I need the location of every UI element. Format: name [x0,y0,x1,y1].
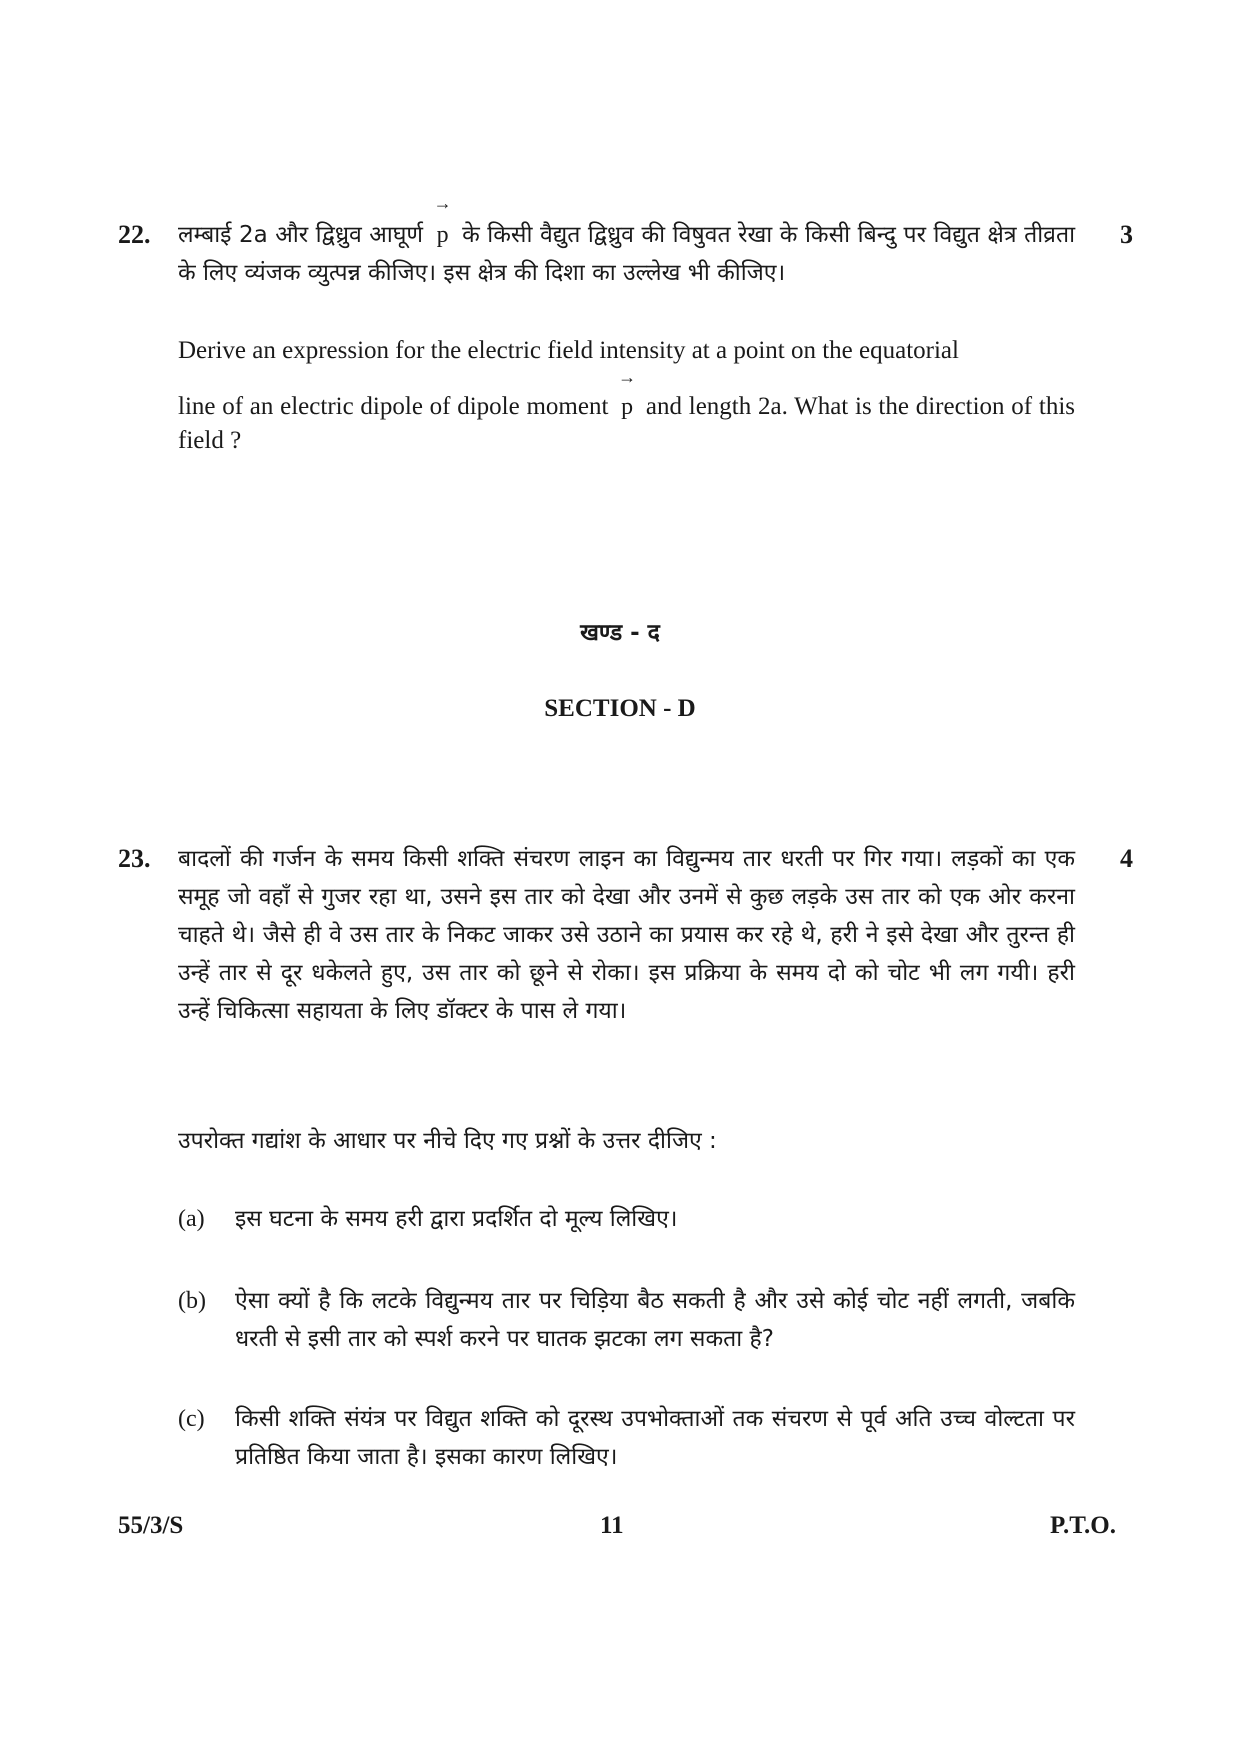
question-hindi-text [178,193,1076,292]
question-marks: 3 [1120,220,1133,249]
paper-code: 55/3/S [118,1512,184,1539]
subquestion-label: (c) [178,1406,205,1432]
page-number: 11 [600,1512,624,1539]
vector-arrow-icon: → [618,367,637,387]
english-text-part: and length 2a. What is the direction of this field ? [178,393,1075,454]
subquestion-text: इस घटना के समय हरी द्वारा प्रदर्शित दो मूल्य लिखिए। [235,1206,678,1232]
question-marks: 4 [1120,844,1133,873]
section-heading-english: SECTION - D [544,695,696,722]
section-heading-hindi: खण्ड - द [580,620,660,646]
dipole-moment-vector: → p [618,367,637,420]
question-passage: बादलों की गर्जन के समय किसी शक्ति संचरण लाइन का विद्युन्मय तार धरती पर गिर गया। लड़कों का एक समूह जो वहाँ से गुजर रहा था, उसने इस तार को देखा और उनमें से कुछ लड़के उस तार को एक ओर करना चाहते थे। जैसे ही वे उस तार के निकट जाकर उसे उठाने का प्रयास कर रहे थे, हरी ने इसे देखा और तुरन्त ही उन्हें तार से दूर धकेलते हुए, उस तार को छूने से रोका। इस प्रक्रिया के समय दो को चोट भी लग गयी। हरी उन्हें चिकित्सा सहायता के लिए डॉक्टर के पास ले गया। [178,846,1075,1024]
subquestion-text: ऐसा क्यों है कि लटके विद्युन्मय तार पर चिड़िया बैठ सकती है और उसे कोई चोट नहीं लगती, जबकि धरती से इसी तार को स्पर्श करने पर घातक झटका लग सकता है? [235,1288,1075,1352]
dipole-moment-vector: → p [433,193,452,248]
question-number: 22. [118,220,151,249]
vector-arrow-icon: → [433,193,452,213]
subquestion-label: (a) [178,1206,205,1232]
subquestion-label: (b) [178,1288,206,1314]
english-text-part: line of an electric dipole of dipole moment [178,393,609,420]
hindi-text-part: लम्बाई 2a और द्विध्रुव आघूर्ण [178,222,424,248]
instruction-text: उपरोक्त गद्यांश के आधार पर नीचे दिए गए प्रश्नों के उत्तर दीजिए : [178,1128,717,1154]
question-body [178,840,1075,1030]
please-turn-over: P.T.O. [1050,1512,1116,1539]
question-number: 23. [118,844,151,873]
subquestion-text: किसी शक्ति संयंत्र पर विद्युत शक्ति को दूरस्थ उपभोक्ताओं तक संचरण से पूर्व अति उच्च वोल्टता पर प्रतिष्ठित किया जाता है। इसका कारण लिखिए। [235,1406,1075,1470]
hindi-text-part: के किसी वैद्युत द्विध्रुव की विषुवत रेखा के किसी बिन्दु पर विद्युत क्षेत्र तीव्रता के लिए व्यंजक व्युत्पन्न कीजिए। इस क्षेत्र की दिशा का उल्लेख भी कीजिए। [178,222,1076,286]
question-english-text [178,367,1075,458]
question-english-line1: Derive an expression for the electric field intensity at a point on the equatorial [178,337,959,364]
question-body [178,193,1076,458]
